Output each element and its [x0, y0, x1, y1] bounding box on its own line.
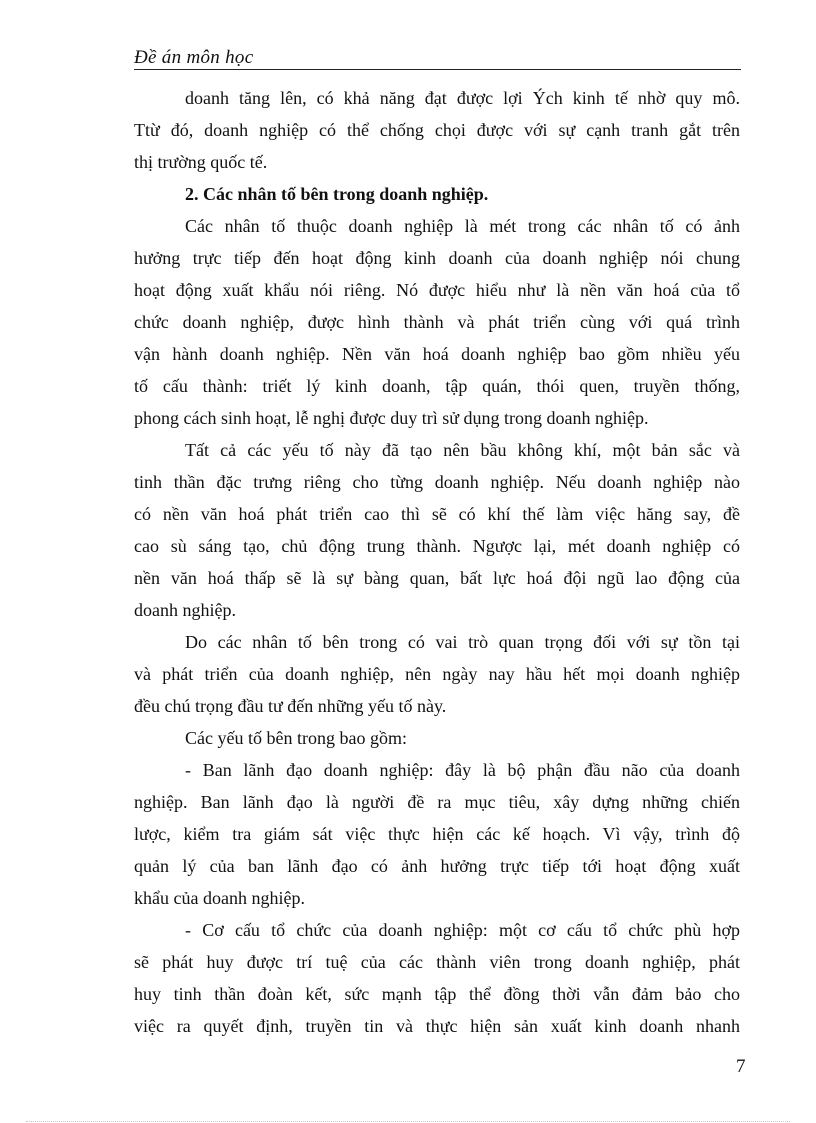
text-line: đều chú trọng đầu tư đến những yếu tố này.: [134, 696, 447, 716]
text-line: tinh thần đặc trưng riêng cho từng doanh nghiệp. Nếu doanh nghiệp nào: [134, 472, 740, 492]
text-line: chức doanh nghiệp, được hình thành và phát triển cùng với quá trình: [134, 312, 740, 332]
paragraph-internal-factors: [134, 210, 740, 434]
text-line: nền văn hoá thấp sẽ là sự bàng quan, bất lực hoá đội ngũ lao động của: [134, 568, 740, 588]
section-heading: [134, 178, 740, 210]
text-line: Tất cả các yếu tố này đã tạo nên bầu không khí, một bản sắc và: [185, 440, 740, 460]
text-line: có nền văn hoá phát triển cao thì sẽ có khí thế làm việc hăng say, đề: [134, 504, 740, 524]
text-line: tố cấu thành: triết lý kinh doanh, tập quán, thói quen, truyền thống,: [134, 376, 740, 396]
text-line: Ttừ đó, doanh nghiệp có thể chống chọi được với sự cạnh tranh gắt trên: [134, 120, 740, 140]
heading-line: 2. Các nhân tố bên trong doanh nghiệp.: [185, 184, 489, 204]
document-body: [134, 82, 740, 1042]
text-line: việc ra quyết định, truyền tin và thực hiện sản xuất kinh doanh nhanh: [134, 1016, 740, 1036]
text-line: cao sù sáng tạo, chủ động trung thành. Ngược lại, mét doanh nghiệp có: [134, 536, 740, 556]
list-item-organization-structure: [134, 914, 740, 1042]
page-header: [134, 47, 741, 70]
header-title: Đề án môn học: [134, 47, 254, 68]
paragraph-importance: [134, 626, 740, 722]
text-line: và phát triển của doanh nghiệp, nên ngày nay hầu hết mọi doanh nghiệp: [134, 664, 740, 684]
text-line: hưởng trực tiếp đến hoạt động kinh doanh của doanh nghiệp nói chung: [134, 248, 740, 268]
text-line: phong cách sinh hoạt, lễ nghị được duy trì sử dụng trong doanh nghiệp.: [134, 408, 649, 428]
page-bottom-divider: [26, 1121, 790, 1122]
text-line: sẽ phát huy được trí tuệ của các thành viên trong doanh nghiệp, phát: [134, 952, 740, 972]
text-line: lược, kiểm tra giám sát việc thực hiện các kế hoạch. Vì vậy, trình độ: [134, 824, 740, 844]
text-line: nghiệp. Ban lãnh đạo là người đề ra mục tiêu, xây dựng những chiến: [134, 792, 740, 812]
paragraph-list-intro: [134, 722, 740, 754]
paragraph-culture: [134, 434, 740, 626]
text-line: Các yếu tố bên trong bao gồm:: [185, 728, 407, 748]
text-line: - Cơ cấu tổ chức của doanh nghiệp: một cơ cấu tổ chức phù hợp: [185, 920, 740, 940]
text-line: huy tinh thần đoàn kết, sức mạnh tập thể đồng thời vẫn đảm bảo cho: [134, 984, 740, 1004]
text-line: - Ban lãnh đạo doanh nghiệp: đây là bộ phận đầu não của doanh: [185, 760, 740, 780]
text-line: hoạt động xuất khẩu nói riêng. Nó được hiểu như là nền văn hoá của tổ: [134, 280, 740, 300]
text-line: thị trường quốc tế.: [134, 152, 268, 172]
page-number: 7: [736, 1056, 746, 1077]
text-line: Các nhân tố thuộc doanh nghiệp là mét trong các nhân tố có ảnh: [185, 216, 740, 236]
list-item-leadership: [134, 754, 740, 914]
text-line: quản lý của ban lãnh đạo có ảnh hưởng trực tiếp tới hoạt động xuất: [134, 856, 740, 876]
text-line: vận hành doanh nghiệp. Nền văn hoá doanh nghiệp bao gồm nhiều yếu: [134, 344, 740, 364]
text-line: doanh tăng lên, có khả năng đạt được lợi Ých kinh tế nhờ quy mô.: [185, 88, 740, 108]
paragraph-intro-continuation: [134, 82, 740, 178]
text-line: Do các nhân tố bên trong có vai trò quan trọng đối với sự tồn tại: [185, 632, 740, 652]
text-line: khẩu của doanh nghiệp.: [134, 888, 305, 908]
text-line: doanh nghiệp.: [134, 600, 236, 620]
